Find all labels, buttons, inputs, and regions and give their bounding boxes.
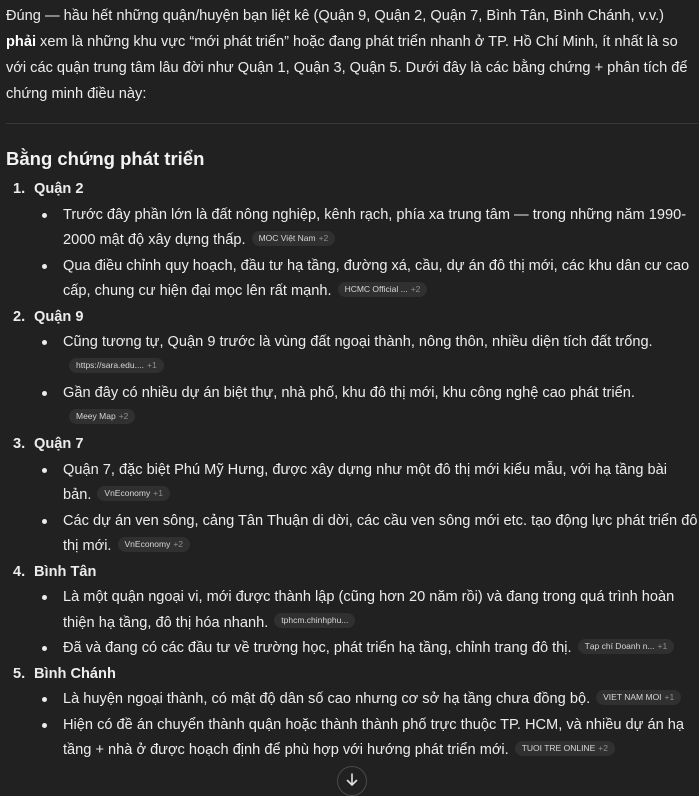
source-label: tphcm.chinhphu... bbox=[281, 615, 349, 626]
evidence-list bbox=[34, 687, 698, 764]
source-citation-chip[interactable] bbox=[515, 741, 615, 756]
source-citation-chip[interactable] bbox=[578, 639, 675, 654]
intro-text-start: Đúng — hầu hết những quận/huyện bạn liệt kê (Quận 9, Quận 2, Quận 7, Bình Tân, Bình Chánh, v.v.) bbox=[6, 8, 665, 24]
evidence-text: Quận 7, đặc biệt Phú Mỹ Hưng, được xây dựng như một đô thị mới kiểu mẫu, với hạ tầng bài bản. bbox=[63, 461, 668, 503]
source-citation-chip[interactable] bbox=[69, 409, 135, 424]
divider bbox=[6, 123, 698, 124]
bullet-icon bbox=[42, 519, 47, 524]
district-list bbox=[6, 177, 698, 764]
source-citation-chip[interactable] bbox=[338, 282, 428, 297]
source-count: +2 bbox=[118, 411, 129, 422]
intro-text-end: xem là những khu vực “mới phát triển” hoặc đang phát triển nhanh ở TP. Hồ Chí Minh, ít nhất là so với các quận trung tâm lâu đời như Quận 1, Quận 3, Quận 5. Dưới đây là các bằng chứng + phân tích để chứng minh điều này: bbox=[6, 34, 688, 102]
bullet-icon bbox=[42, 697, 47, 702]
source-count: +1 bbox=[664, 691, 675, 702]
evidence-item bbox=[63, 509, 698, 560]
source-count: +2 bbox=[173, 538, 184, 549]
evidence-item bbox=[63, 458, 698, 509]
district-item bbox=[13, 662, 698, 764]
district-name: Bình Chánh bbox=[34, 665, 116, 682]
evidence-text: Qua điều chỉnh quy hoạch, đầu tư hạ tầng, đường xá, cầu, dự án đô thị mới, các khu dân cư cao cấp, chung cư hiện đại mọc lên rất mạnh. bbox=[63, 257, 690, 299]
bullet-icon bbox=[42, 646, 47, 651]
evidence-text: Là huyện ngoại thành, có mật độ dân số cao nhưng cơ sở hạ tầng chưa đồng bộ. bbox=[63, 691, 591, 707]
district-item bbox=[13, 177, 698, 305]
evidence-item bbox=[63, 687, 698, 713]
source-citation-chip[interactable] bbox=[274, 613, 355, 628]
evidence-item bbox=[63, 330, 698, 381]
source-citation-chip[interactable] bbox=[97, 486, 170, 501]
source-citation-chip[interactable] bbox=[252, 231, 336, 246]
evidence-text: Các dự án ven sông, cảng Tân Thuận di dời, các cầu ven sông mới etc. tạo động lực phát triển đô thị mới. bbox=[63, 512, 698, 554]
district-title bbox=[13, 432, 698, 458]
source-label: VnEconomy bbox=[124, 538, 171, 549]
source-count: +1 bbox=[657, 640, 668, 651]
bullet-icon bbox=[42, 213, 47, 218]
district-name: Quận 7 bbox=[34, 436, 84, 452]
arrow-down-icon bbox=[345, 773, 359, 787]
district-item bbox=[13, 305, 698, 433]
district-item bbox=[13, 560, 698, 662]
source-label: VIET NAM MOI bbox=[603, 691, 662, 702]
source-count: +2 bbox=[318, 232, 329, 243]
evidence-item bbox=[63, 636, 698, 662]
section-heading: Bằng chứng phát triển bbox=[6, 148, 205, 169]
evidence-item bbox=[63, 254, 698, 305]
intro-bold: phải bbox=[6, 34, 36, 50]
source-label: Meey Map bbox=[76, 411, 116, 422]
evidence-text: Trước đây phần lớn là đất nông nghiệp, kênh rạch, phía xa trung tâm — trong những năm 1990-2000 mật độ xây dựng thấp. bbox=[63, 206, 687, 248]
district-number: 5. bbox=[13, 665, 26, 682]
bullet-icon bbox=[42, 391, 47, 396]
source-citation-chip[interactable] bbox=[118, 537, 191, 552]
evidence-item bbox=[63, 713, 698, 764]
district-number: 2. bbox=[13, 308, 26, 325]
source-label: VnEconomy bbox=[104, 487, 151, 498]
bullet-icon bbox=[42, 340, 47, 345]
district-title bbox=[13, 662, 698, 688]
district-number: 3. bbox=[13, 436, 26, 452]
source-citation-chip[interactable] bbox=[69, 358, 164, 373]
district-number: 4. bbox=[13, 563, 26, 580]
district-number: 1. bbox=[13, 181, 26, 197]
bullet-icon bbox=[42, 595, 47, 600]
district-name: Quận 2 bbox=[34, 181, 84, 197]
district-title bbox=[13, 177, 698, 203]
evidence-text: Hiện có đề án chuyển thành quận hoặc thành thành phố trực thuộc TP. HCM, và nhiều dự án hạ tầng + nhà ở được hoạch định để phù hợp với hướng phát triển mới. bbox=[63, 716, 685, 758]
evidence-list bbox=[34, 585, 698, 662]
evidence-item bbox=[63, 203, 698, 254]
scroll-down-button[interactable] bbox=[337, 766, 367, 796]
intro-paragraph bbox=[6, 0, 698, 107]
district-title bbox=[13, 305, 698, 331]
evidence-list bbox=[34, 458, 698, 560]
district-item bbox=[13, 432, 698, 560]
source-count: +2 bbox=[598, 742, 608, 753]
source-label: https://sara.edu.... bbox=[76, 360, 145, 371]
source-label: TUOI TRE ONLINE bbox=[521, 742, 596, 753]
source-citation-chip[interactable] bbox=[596, 690, 681, 705]
district-title bbox=[13, 560, 698, 586]
district-name: Quận 9 bbox=[34, 308, 84, 325]
evidence-text: Cũng tương tự, Quận 9 trước là vùng đất ngoại thành, nông thôn, nhiều diện tích đất trống. bbox=[63, 334, 653, 350]
evidence-list bbox=[34, 330, 698, 432]
bullet-icon bbox=[42, 264, 47, 269]
evidence-item bbox=[63, 381, 698, 432]
evidence-item bbox=[63, 585, 698, 636]
evidence-text: Gần đây có nhiều dự án biệt thự, nhà phố, khu đô thị mới, khu công nghệ cao phát triển. bbox=[63, 385, 635, 401]
source-label: Tạp chí Doanh n... bbox=[584, 640, 655, 651]
evidence-list bbox=[34, 203, 698, 305]
evidence-text: Là một quận ngoại vi, mới được thành lập (cũng hơn 20 năm rồi) và đang trong quá trình hoàn thiện hạ tầng, đô thị hóa nhanh. bbox=[63, 589, 675, 631]
district-name: Bình Tân bbox=[34, 563, 97, 580]
evidence-text: Đã và đang có các đầu tư về trường học, phát triển hạ tầng, chỉnh trang đô thị. bbox=[63, 640, 572, 656]
source-count: +2 bbox=[410, 283, 421, 294]
chat-message bbox=[6, 0, 698, 764]
bullet-icon bbox=[42, 723, 47, 728]
bullet-icon bbox=[42, 468, 47, 473]
source-count: +1 bbox=[153, 487, 163, 498]
source-label: HCMC Official ... bbox=[344, 283, 408, 294]
source-label: MOC Việt Nam bbox=[258, 232, 316, 243]
source-count: +1 bbox=[147, 360, 157, 371]
